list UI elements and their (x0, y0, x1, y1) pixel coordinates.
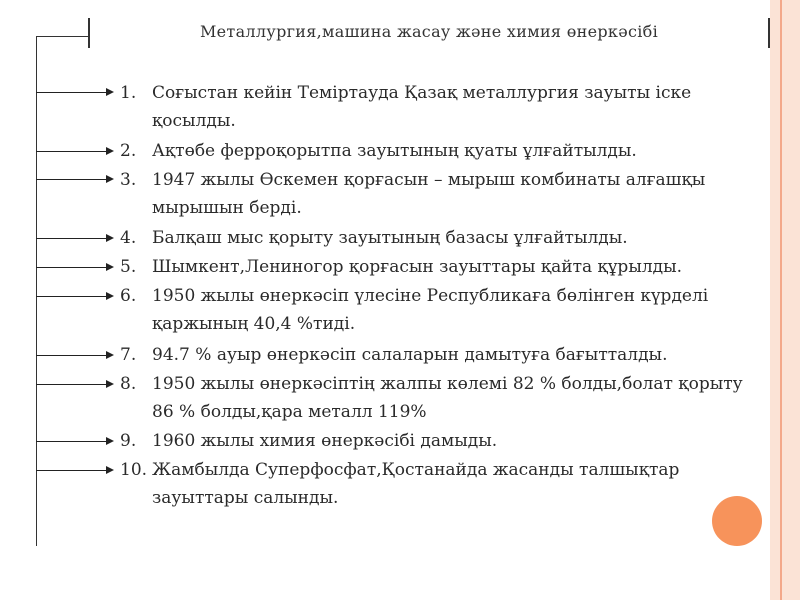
item-text: Шымкент,Лениногор қорғасын зауыттары қайта құрылды. (152, 257, 683, 277)
item-text-continued: зауыттары салынды. (152, 488, 339, 508)
arrow-icon (36, 92, 108, 93)
item-number: 1. (120, 83, 137, 103)
item-text: Жамбылда Суперфосфат,Қостанайда жасанды талшықтар (152, 460, 680, 480)
list-item (120, 427, 760, 455)
item-number: 2. (120, 141, 137, 161)
item-text: Балқаш мыс қорыту зауытының базасы ұлғайтылды. (152, 228, 628, 248)
item-number: 10. (120, 460, 148, 480)
list-item (120, 253, 760, 281)
item-number: 6. (120, 286, 137, 306)
list-item (120, 282, 760, 338)
list-item (120, 166, 760, 222)
item-number: 9. (120, 431, 137, 451)
list-item (120, 224, 760, 252)
diagram-spine-top (36, 36, 90, 37)
right-decor-line (780, 0, 782, 600)
item-number: 3. (120, 170, 137, 190)
arrow-icon (36, 441, 108, 442)
arrow-icon (36, 238, 108, 239)
item-text: 1960 жылы химия өнеркәсібі дамыды. (152, 431, 498, 451)
arrow-icon (36, 267, 108, 268)
arrow-icon (36, 384, 108, 385)
right-decor-band (770, 0, 800, 600)
item-number: 4. (120, 228, 137, 248)
item-text: 94.7 % ауыр өнеркәсіп салаларын дамытуға бағытталды. (152, 345, 668, 365)
decor-circle (712, 496, 762, 546)
item-text: Ақтөбе феррoқорытпа зауытының қуаты ұлғайтылды. (152, 141, 637, 161)
list-item (120, 341, 760, 369)
item-text: Соғыстан кейін Теміртауда Қазақ металлургия зауыты іске (152, 83, 692, 103)
list-item (120, 79, 760, 135)
list-item (120, 137, 760, 165)
list-item (120, 456, 760, 512)
arrow-icon (36, 296, 108, 297)
item-text: 1950 жылы өнеркәсіп үлесіне Республикаға бөлінген күрделі (152, 286, 709, 306)
item-text: 1947 жылы Өскемен қорғасын – мырыш комбинаты алғашқы (152, 170, 706, 190)
item-text: 1950 жылы өнеркәсіптің жалпы көлемі 82 % болды,болат қорыту (152, 374, 743, 394)
item-number: 5. (120, 257, 137, 277)
list-item (120, 370, 760, 426)
slide-title: Металлургия,машина жасау және химия өнеркәсібі (199, 22, 658, 41)
arrow-icon (36, 355, 108, 356)
item-text-continued: қосылды. (152, 111, 236, 131)
item-text-continued: 86 % болды,қара металл 119% (152, 402, 427, 422)
arrow-icon (36, 470, 108, 471)
item-number: 8. (120, 374, 137, 394)
arrow-icon (36, 179, 108, 180)
item-number: 7. (120, 345, 137, 365)
item-text-continued: қаржының 40,4 %тиді. (152, 314, 356, 334)
item-text-continued: мырышын берді. (152, 198, 302, 218)
arrow-icon (36, 151, 108, 152)
